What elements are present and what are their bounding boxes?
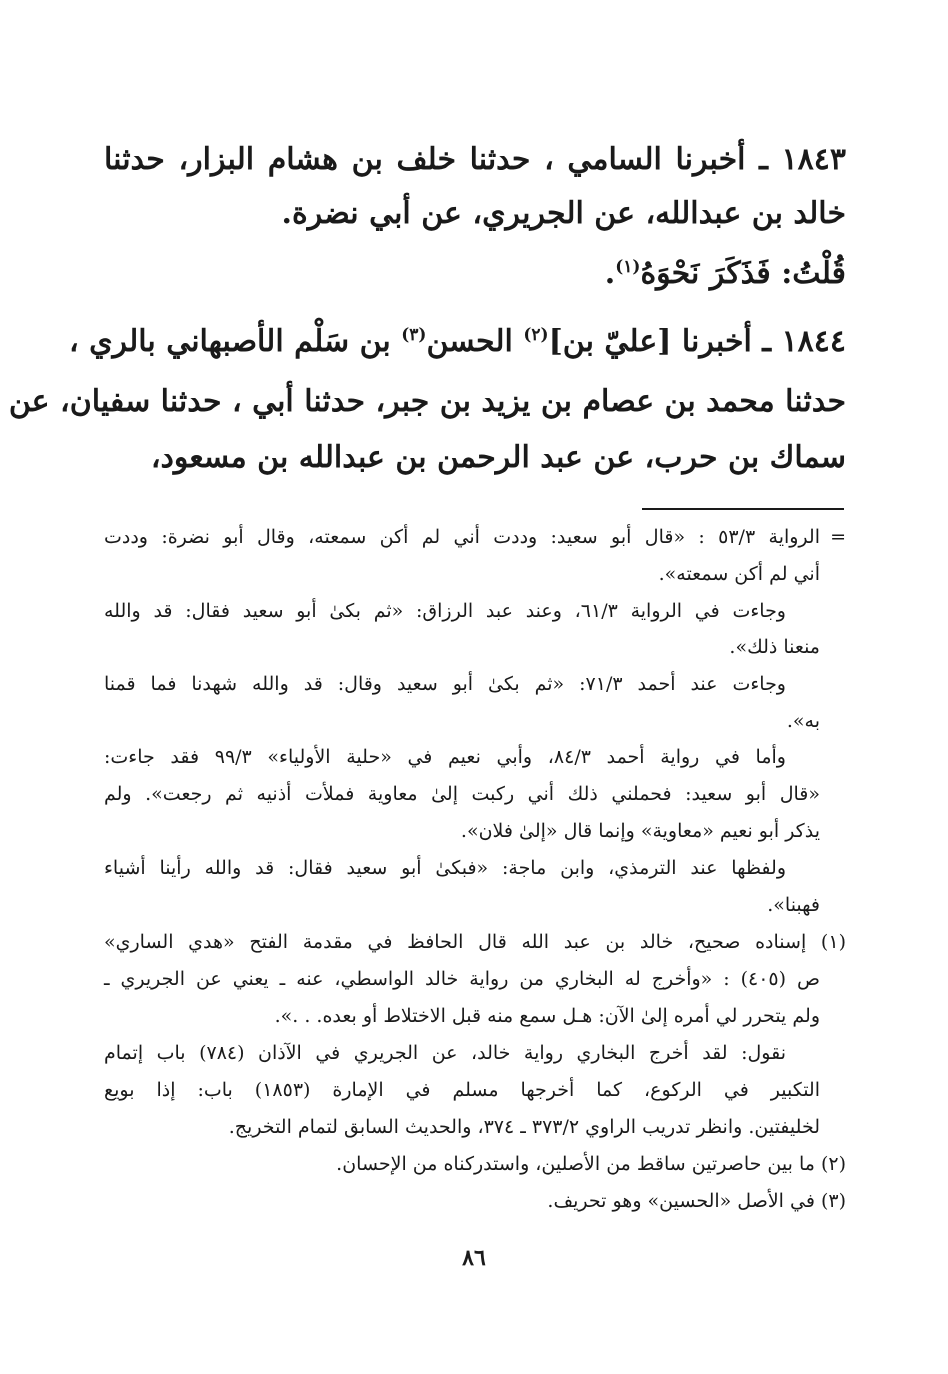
footnote-separator	[642, 508, 844, 510]
continuation-marker: =	[830, 526, 846, 548]
footnote-line: يذكر أبو نعيم «معاوية» وإنما قال «إلىٰ فلان».	[460, 820, 820, 842]
footnote-line: التكبير في الركوع، كما أخرجها مسلم في الإمارة (١٨٥٣) باب: إذا بويع	[104, 1079, 821, 1101]
hadith-1844-line-2: حدثنا محمد بن عصام بن يزيد بن جبر، حدثنا أبي ، حدثنا سفيان، عن	[8, 384, 846, 419]
page-number: ٨٦	[462, 1245, 486, 1271]
hadith-text: .	[604, 256, 616, 291]
footnote-line: (١) إسناده صحيح، خالد بن عبد الله قال الحافظ في مقدمة الفتح «هدي الساري»	[104, 931, 846, 953]
hadith-text: ـ أخبرنا السامي ، حدثنا خلف بن هشام البزار، حدثنا	[104, 142, 768, 177]
hadith-1843-line-2: خالد بن عبدالله، عن الجريري، عن أبي نضرة.	[281, 196, 846, 231]
footnote-line: لخليفتين. وانظر تدريب الراوي ٣٧٣/٢ ـ ٣٧٤، والحديث السابق لتمام التخريج.	[228, 1116, 820, 1138]
hadith-1844-line-1	[69, 324, 846, 359]
footnote-line: (٢) ما بين حاصرتين ساقط من الأصلين، واستدركناه من الإحسان.	[336, 1153, 846, 1175]
footnote-ref: (٣)	[401, 325, 427, 345]
hadith-1843-line-1	[104, 142, 846, 177]
footnote-line: منعنا ذلك».	[729, 636, 820, 658]
footnote-line: (٣) في الأصل «الحسين» وهو تحريف.	[547, 1190, 846, 1212]
hadith-text: بن سَلْم الأصبهاني بالري ،	[68, 324, 402, 359]
footnote-line: ولفظها عند الترمذي، وابن ماجة: «فبكىٰ أبو سعيد فقال: قد والله رأينا أشياء	[104, 857, 786, 879]
hadith-number: ١٨٤٣	[781, 142, 846, 177]
footnote-line: وجاءت في الرواية ٦١/٣، وعند عبد الرزاق: «ثم بكىٰ أبو سعيد فقال: قد والله	[104, 600, 786, 622]
footnote-line: الرواية ٥٣/٣ : «قال أبو سعيد: وددت أني لم أكن سمعته، وقال أبو نضرة: وددت	[104, 526, 820, 548]
footnote-line: ص (٤٠٥) : «وأخرج له البخاري من رواية خالد الواسطي، عنه ـ يعني عن الجريري ـ	[104, 968, 820, 990]
footnote-line: وأما في رواية أحمد ٨٤/٣، وأبي نعيم في «حلية الأولياء» ٩٩/٣ فقد جاءت:	[104, 746, 786, 768]
footnote-ref: (٢)	[523, 325, 549, 345]
hadith-number: ١٨٤٤	[781, 324, 846, 359]
footnote-line: ولم يتحرر لي أمره إلىٰ الآن: هـل سمع منه قبل الاختلاط أو بعده. . .».	[274, 1005, 820, 1027]
footnote-line: فهبنا».	[767, 894, 820, 916]
footnote-line: نقول: لقد أخرج البخاري رواية خالد، عن الجريري في الآذان (٧٨٤) باب إتمام	[104, 1042, 787, 1064]
hadith-1843-line-3	[605, 256, 846, 291]
hadith-1844-line-3: سماك بن حرب، عن عبد الرحمن بن عبدالله بن مسعود،	[150, 440, 846, 475]
hadith-text: الحسن	[426, 324, 524, 359]
footnote-line: أني لم أكن سمعته».	[658, 563, 820, 585]
footnote-line: «قال أبو سعيد: فحملني ذلك أني ركبت إلىٰ معاوية فملأت أذنيه ثم رجعت». ولم	[104, 783, 820, 805]
hadith-text: ـ أخبرنا [عليّ بن]	[548, 324, 772, 359]
footnote-line: به».	[786, 710, 820, 732]
footnote-line: وجاءت عند أحمد ٧١/٣: «ثم بكىٰ أبو سعيد وقال: قد والله شهدنا فما قمنا	[104, 673, 786, 695]
footnote-ref: (١)	[615, 257, 641, 277]
hadith-text: قُلْتُ: فَذَكَرَ نَحْوَهُ	[640, 256, 846, 291]
